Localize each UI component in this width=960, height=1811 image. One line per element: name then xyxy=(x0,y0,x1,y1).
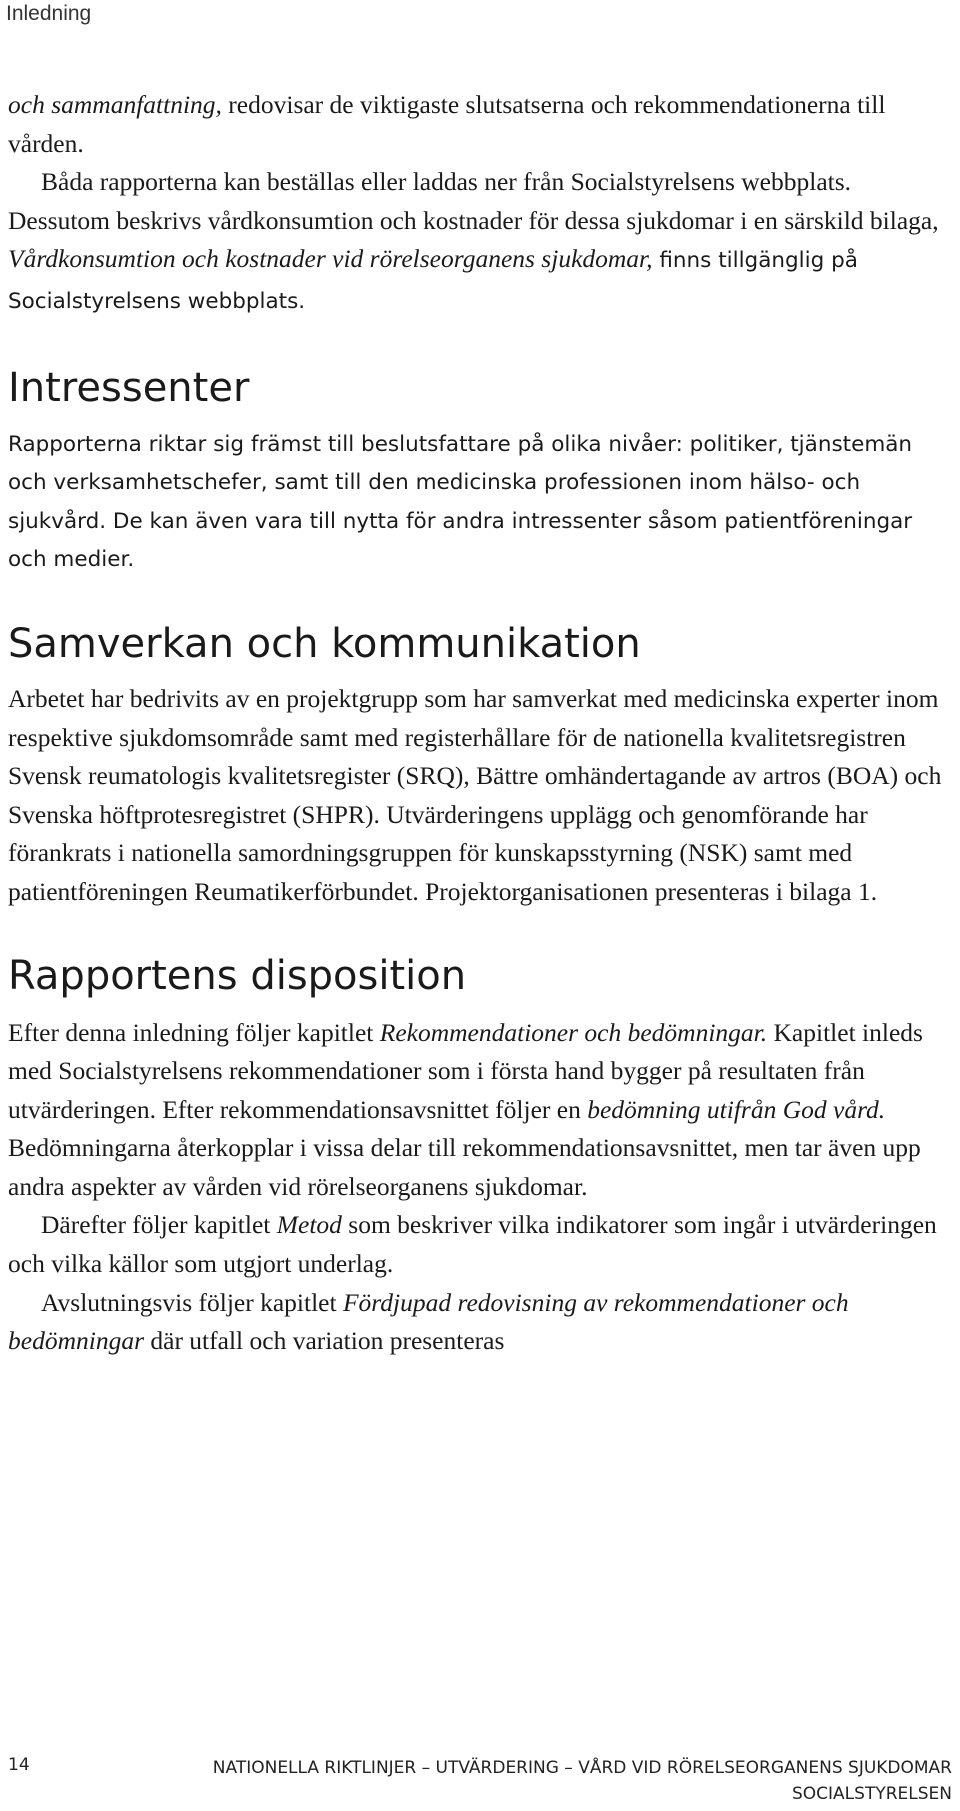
page-body xyxy=(8,86,948,1361)
disposition-text: Kapitlet inleds med Socialstyrelsens rekommendationer som i första hand bygger på resultaten från utvärderingen. Efter rekommendationsavsnittet följer en xyxy=(8,1017,923,1124)
appendix-title: Vårdkonsumtion och kostnader vid rörelseorganens sjukdomar, xyxy=(8,244,653,274)
section-heading-disposition: Rapportens disposition xyxy=(8,952,467,999)
disposition-paragraph-3 xyxy=(8,1284,948,1361)
intro-text: finns tillgänglig på Socialstyrelsens webbplats. xyxy=(8,248,858,314)
running-head: Inledning xyxy=(6,2,92,25)
intro-paragraph-2 xyxy=(8,163,948,321)
disposition-text: som beskriver vilka indikatorer som ingår i utvärderingen och vilka källor som utgjort underlag. xyxy=(8,1210,937,1279)
page-number: 14 xyxy=(8,1755,30,1775)
intro-text: Båda rapporterna kan beställas eller laddas ner från Socialstyrelsens webbplats. Dessutom beskrivs vårdkonsumtion och kostnader för dessa sjukdomar i en särskild bilaga, xyxy=(8,167,939,235)
disposition-paragraph-2 xyxy=(8,1206,948,1283)
intro-text: redovisar de viktigaste slutsatserna och rekommendationerna till vården. xyxy=(8,90,886,158)
series-title: NATIONELLA RIKTLINJER – UTVÄRDERING – VÅRD VID RÖRELSEORGANENS SJUKDOMAR xyxy=(212,1758,952,1778)
intro-paragraph-1 xyxy=(8,86,948,163)
disposition-text: Därefter följer kapitlet xyxy=(41,1210,277,1240)
disposition-text: Efter denna inledning följer kapitlet xyxy=(8,1017,380,1047)
chapter-title: Fördjupad redovisning av rekommendationer och bedömningar xyxy=(8,1287,849,1356)
disposition-paragraph-1 xyxy=(8,1014,948,1207)
footer-series xyxy=(213,1755,952,1807)
section-heading-intressenter: Intressenter xyxy=(8,364,250,411)
disposition-text: där utfall och variation presenteras xyxy=(144,1326,505,1356)
disposition-text: Avslutningsvis följer kapitlet xyxy=(41,1287,343,1317)
samverkan-paragraph: Arbetet har bedrivits av en projektgrupp som har samverkat med medicinska experter inom respektive sjukdomsområde samt med registerhållare för de nationella kvalitetsregistren Svensk reumatologis kvalitetsregister (SRQ), Bättre omhändertagande av artros (BOA) och Svenska höftprotesregistret (SHPR). Utvärderingens upplägg och genomförande har förankrats i nationella samordningsgruppen för kunskapsstyrning (NSK) samt med patientföreningen Reumatikerförbundet. Projektorganisationen presenteras i bilaga 1. xyxy=(8,683,942,906)
chapter-title: bedömning utifrån God vård. xyxy=(587,1094,886,1124)
intressenter-paragraph: Rapporterna riktar sig främst till beslutsfattare på olika nivåer: politiker, tjänstemän och verksamhetschefer, samt till den medicinska professionen inom hälso- och sjukvård. De kan även vara till nytta för andra intressenter såsom patientföreningar och medier. xyxy=(8,431,913,573)
intro-italic-phrase: och sammanfattning, xyxy=(8,90,222,119)
section-heading-samverkan: Samverkan och kommunikation xyxy=(8,620,641,667)
disposition-text: Bedömningarna återkopplar i vissa delar till rekommendationsavsnittet, men tar även upp andra aspekter av vården vid rörelseorganens sjukdomar. xyxy=(8,1133,921,1201)
publisher-name: SOCIALSTYRELSEN xyxy=(792,1784,952,1804)
chapter-title: Rekommendationer och bedömningar. xyxy=(379,1017,768,1047)
chapter-title: Metod xyxy=(276,1210,342,1240)
